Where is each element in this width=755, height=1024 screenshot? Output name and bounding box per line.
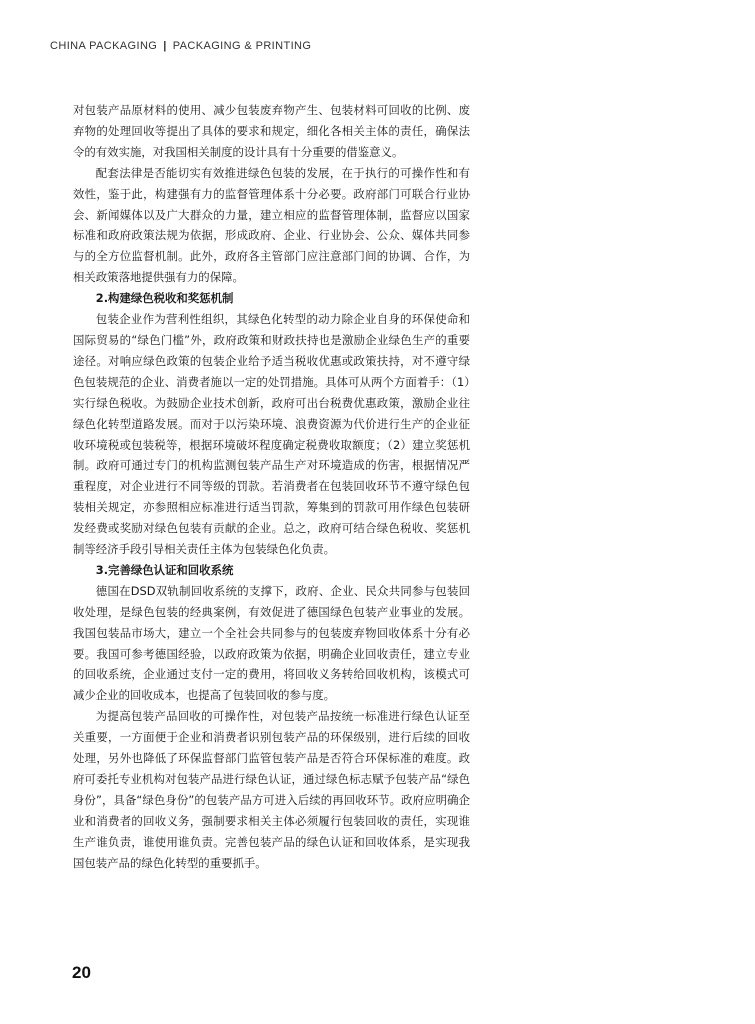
journal-name: CHINA PACKAGING <box>50 40 158 52</box>
page-number: 20 <box>72 963 91 982</box>
section-heading-certification: 3.完善绿色认证和回收系统 <box>95 562 234 577</box>
section-name: PACKAGING & PRINTING <box>172 40 312 52</box>
paragraph-tax-mechanism: 包装企业作为营利性组织，其绿色化转型的动力除企业自身的环保使命和国际贸易的“绿色门槛”外，政府政策和财政扶持也是激励企业绿色生产的重要途径。对响应绿色政策的包装企业给予适当税收优惠或政策扶持，对不遵守绿色包装规范的企业、消费者施以一定的处罚措施。具体可从两个方面着手：（1）实行绿色税收。为鼓励企业技术创新，政府可出台税费优惠政策，激励企业往绿色化转型道路发展。而对于以污染环境、浪费资源为代价进行生产的企业征收环境税或包装税等，根据环境破坏程度确定税费收取额度；（2）建立奖惩机制。政府可通过专门的机构监测包装产品生产对环境造成的伤害，根据情况严重程度，对企业进行不同等级的罚款。若消费者在包装回收环节不遵守绿色包装相关规定，亦参照相应标准进行适当罚款，筹集到的罚款可用作绿色包装研发经费或奖励对绿色包装有贡献的企业。总之，政府可结合绿色税收、奖惩机制等经济手段引导相关责任主体为包装绿色化负责。 <box>73 312 470 557</box>
article-body <box>73 100 470 874</box>
paragraph-certification: 为提高包装产品回收的可操作性，对包装产品按统一标准进行绿色认证至关重要，一方面便于企业和消费者识别包装产品的环保级别，进行后续的回收处理，另外也降低了环保监督部门监管包装产品是否符合环保标准的难度。政府可委托专业机构对包装产品进行绿色认证，通过绿色标志赋予包装产品“绿色身份”，具备“绿色身份”的包装产品方可进入后续的再回收环节。政府应明确企业和消费者的回收义务，强制要求相关主体必须履行包装回收的责任，实现谁生产谁负责，谁使用谁负责。完善包装产品的绿色认证和回收体系，是实现我国包装产品的绿色化转型的重要抓手。 <box>73 709 470 870</box>
section-heading-tax: 2.构建绿色税收和奖惩机制 <box>95 291 234 306</box>
paragraph-recycling-system: 德国在DSD双轨制回收系统的支撑下，政府、企业、民众共同参与包装回收处理，是绿色包装的经典案例，有效促进了德国绿色包装产业事业的发展。我国包装品市场大，建立一个全社会共同参与的包装废弃物回收体系十分有必要。我国可参考德国经验，以政府政策为依据，明确企业回收责任，建立专业的回收系统，企业通过支付一定的费用，将回收义务转给回收机构，该模式可减少企业的回收成本，也提高了包装回收的参与度。 <box>73 583 470 703</box>
paragraph-continued: 对包装产品原材料的使用、减少包装废弃物产生、包装材料可回收的比例、废弃物的处理回收等提出了具体的要求和规定，细化各相关主体的责任，确保法令的有效实施，对我国相关制度的设计具有十分重要的借鉴意义。 <box>73 103 470 159</box>
paragraph-supervision: 配套法律是否能切实有效推进绿色包装的发展，在于执行的可操作性和有效性，鉴于此，构建强有力的监督管理体系十分必要。政府部门可联合行业协会、新闻媒体以及广大群众的力量，建立相应的监督管理体制，监督应以国家标准和政府政策法规为依据，形成政府、企业、行业协会、公众、媒体共同参与的全方位监督机制。此外，政府各主管部门应注意部门间的协调、合作，为相关政策落地提供强有力的保障。 <box>73 165 470 285</box>
running-header <box>50 40 311 52</box>
header-separator: | <box>163 40 167 52</box>
